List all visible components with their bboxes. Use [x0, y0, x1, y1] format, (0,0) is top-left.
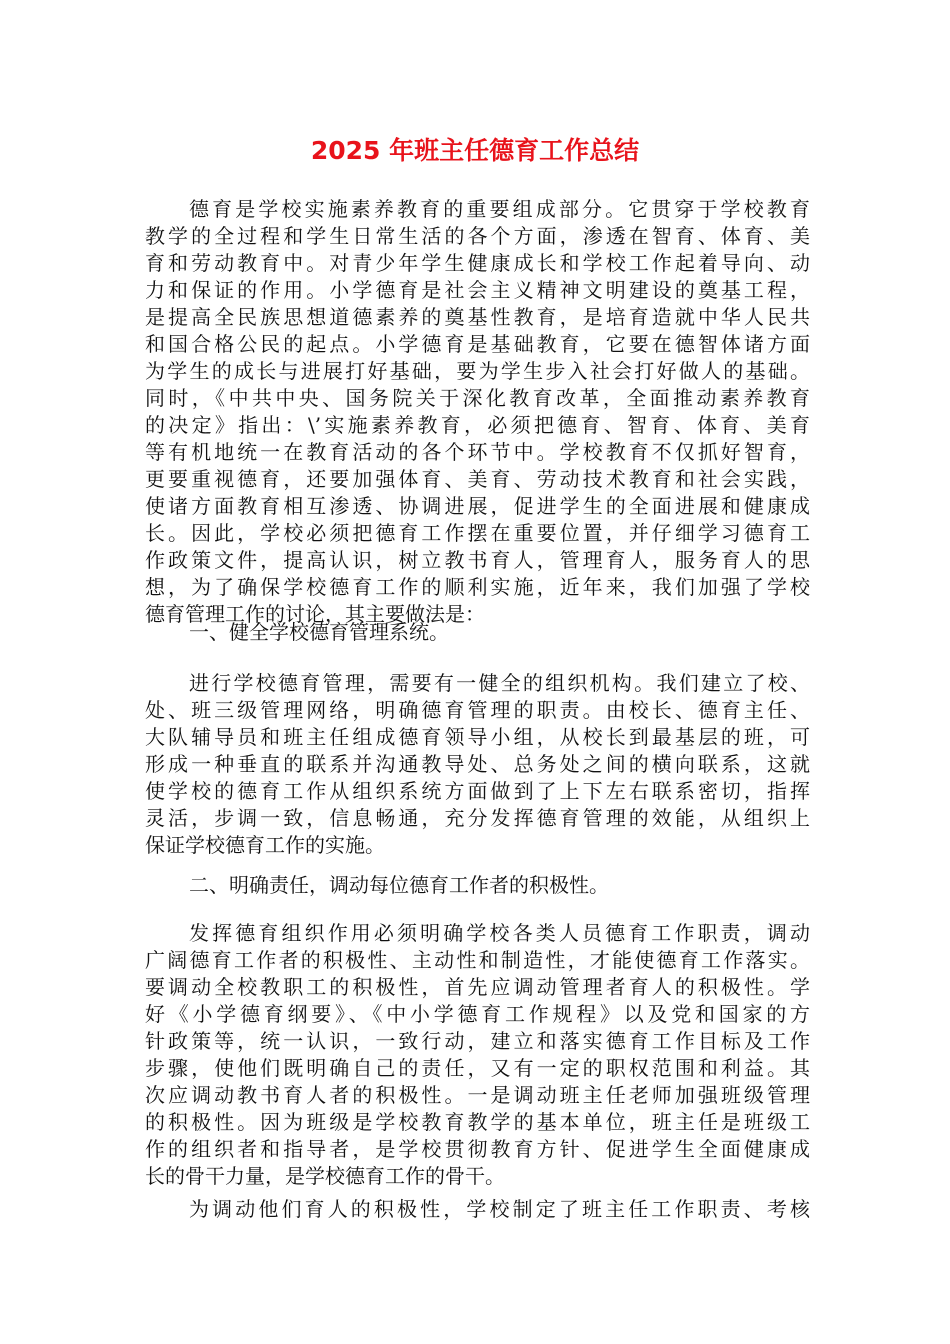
- text-line: 想，为了确保学校德育工作的顺利实施，近年来，我们加强了学校: [145, 575, 810, 599]
- text-line: 作的组织者和指导者，是学校贯彻教育方针、促进学生全面健康成: [145, 1137, 810, 1161]
- section-heading-1: 一、健全学校德育管理系统。: [189, 620, 449, 644]
- text-line: 形成一种垂直的联系并沟通教导处、总务处之间的横向联系，这就: [145, 752, 810, 776]
- text-line: 和国合格公民的起点。小学德育是基础教育，它要在德智体诸方面: [145, 332, 810, 356]
- text-line: 德育管理工作的讨论，其主要做法是：: [145, 602, 485, 626]
- text-line: 等有机地统一在教育活动的各个环节中。学校教育不仅抓好智育，: [145, 440, 810, 464]
- section-heading-2: 二、明确责任，调动每位德育工作者的积极性。: [189, 873, 609, 897]
- text-line: 的决定》指出：\’实施素养教育，必须把德育、智育、体育、美育: [145, 413, 810, 437]
- text-line: 作政策文件，提高认识，树立教书育人，管理育人，服务育人的思: [145, 548, 810, 572]
- text-line: 长。因此，学校必须把德育工作摆在重要位置，并仔细学习德育工: [145, 521, 810, 545]
- text-line: 使诸方面教育相互渗透、协调进展，促进学生的全面进展和健康成: [145, 494, 810, 518]
- paragraph-motivation: [145, 1196, 810, 1223]
- text-line: 育和劳动教育中。对青少年学生健康成长和学校工作起着导向、动: [145, 251, 810, 275]
- text-line: 更要重视德育，还要加强体育、美育、劳动技术教育和社会实践，: [145, 467, 810, 491]
- text-line: 针政策等，统一认识，一致行动，建立和落实德育工作目标及工作: [145, 1029, 810, 1053]
- text-line: 步骤，使他们既明确自己的责任，又有一定的职权范围和利益。其: [145, 1056, 810, 1080]
- paragraph-responsibility: [145, 920, 810, 1190]
- text-line: 进行学校德育管理，需要有一健全的组织机构。我们建立了校、: [189, 671, 810, 695]
- text-line: 发挥德育组织作用必须明确学校各类人员德育工作职责，调动: [189, 921, 810, 945]
- text-line: 好《小学德育纲要》、《中小学德育工作规程》以及党和国家的方: [145, 1002, 810, 1026]
- document-title: 2025 年班主任德育工作总结: [310, 136, 640, 165]
- text-line: 为学生的成长与进展打好基础，要为学生步入社会打好做人的基础。: [145, 359, 810, 383]
- text-line: 灵活，步调一致，信息畅通，充分发挥德育管理的效能，从组织上: [145, 806, 810, 830]
- text-line: 教学的全过程和学生日常生活的各个方面，渗透在智育、体育、美: [145, 224, 810, 248]
- text-line: 使学校的德育工作从组织系统方面做到了上下左右联系密切，指挥: [145, 779, 810, 803]
- paragraph-intro: [145, 196, 810, 628]
- paragraph-organization: [145, 670, 810, 859]
- text-line: 保证学校德育工作的实施。: [145, 833, 385, 857]
- text-line: 同时，《中共中央、国务院关于深化教育改革，全面推动素养教育: [145, 386, 810, 410]
- text-line: 为调动他们育人的积极性，学校制定了班主任工作职责、考核: [189, 1197, 810, 1221]
- text-line: 大队辅导员和班主任组成德育领导小组，从校长到最基层的班，可: [145, 725, 810, 749]
- text-line: 是提高全民族思想道德素养的奠基性教育，是培育造就中华人民共: [145, 305, 810, 329]
- text-line: 要调动全校教职工的积极性，首先应调动管理者育人的积极性。学: [145, 975, 810, 999]
- text-line: 次应调动教书育人者的积极性。一是调动班主任老师加强班级管理: [145, 1083, 810, 1107]
- text-line: 德育是学校实施素养教育的重要组成部分。它贯穿于学校教育: [189, 197, 810, 221]
- text-line: 处、班三级管理网络，明确德育管理的职责。由校长、德育主任、: [145, 698, 810, 722]
- text-line: 广阔德育工作者的积极性、主动性和制造性，才能使德育工作落实。: [145, 948, 810, 972]
- text-line: 力和保证的作用。小学德育是社会主义精神文明建设的奠基工程，: [145, 278, 810, 302]
- text-line: 长的骨干力量，是学校德育工作的骨干。: [145, 1164, 505, 1188]
- text-line: 的积极性。因为班级是学校教育教学的基本单位，班主任是班级工: [145, 1110, 810, 1134]
